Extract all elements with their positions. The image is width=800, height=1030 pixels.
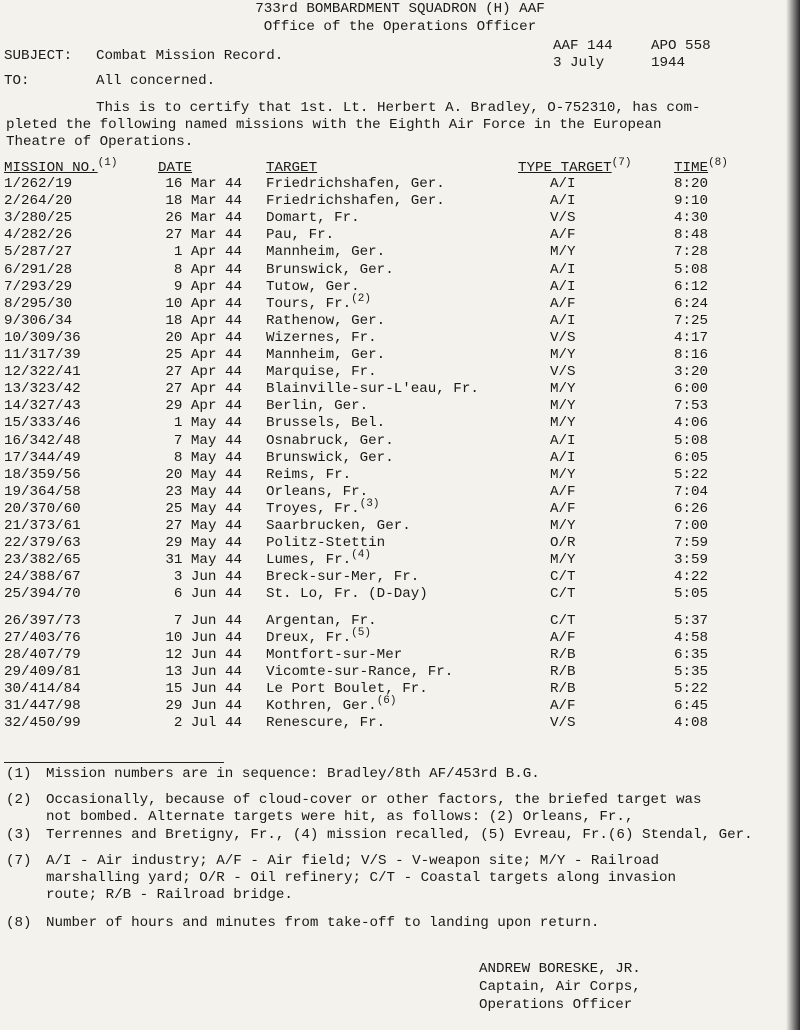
mission-cell: 12/322/41	[4, 364, 81, 381]
type-cell: R/B	[550, 646, 576, 663]
target-header: TARGET	[266, 160, 318, 176]
type-cell: O/R	[550, 535, 576, 552]
time-cell: 8:16	[674, 347, 709, 363]
apo-ref: APO 558	[651, 38, 711, 54]
mission-cell: 3/280/25	[4, 210, 73, 227]
date-cell: 25 Apr 44	[165, 347, 242, 363]
date-cell: 13 Jun 44	[165, 663, 242, 680]
date-cell: 12 Jun 44	[165, 646, 242, 663]
time-cell: 3:20	[674, 364, 709, 381]
type-cell: M/Y	[550, 347, 576, 363]
type-cell: V/S	[550, 210, 576, 227]
time-cell: 5:37	[674, 612, 709, 629]
date-cell: 9 Apr 44	[173, 278, 242, 295]
subject-label: SUBJECT:	[4, 48, 73, 64]
type-cell: M/Y	[550, 244, 576, 261]
date-cell: 18 Mar 44	[165, 193, 242, 210]
date-cell: 7 May 44	[173, 432, 242, 449]
type-cell: A/I	[550, 312, 576, 329]
type-cell: M/Y	[550, 381, 576, 398]
footnote-text: Terrennes and Bretigny, Fr., (4) mission recalled, (5) Evreau, Fr.(6) Stendal, Ger.	[46, 827, 753, 843]
footnote-marker: (3)	[359, 497, 380, 510]
to-label: TO:	[4, 73, 30, 89]
target-cell: Rathenow, Ger.	[266, 312, 386, 329]
date-cell: 2 Jul 44	[173, 715, 242, 732]
target-cell: Brussels, Bel.	[266, 415, 386, 432]
date-ref: 3 July	[553, 55, 605, 71]
date-cell: 20 Apr 44	[165, 329, 242, 346]
to-text: All concerned.	[96, 73, 216, 89]
date-cell: 8 May 44	[173, 449, 242, 466]
mission-cell: 17/344/49	[4, 449, 81, 466]
type-cell: R/B	[550, 663, 576, 680]
date-cell: 26 Mar 44	[165, 210, 242, 227]
mission-cell: 28/407/79	[4, 646, 81, 663]
mission-cell: 15/333/46	[4, 415, 81, 432]
mission-cell: 8/295/30	[4, 295, 73, 312]
time-cell: 6:00	[674, 381, 709, 398]
time-cell: 7:25	[674, 312, 709, 329]
date-header: DATE	[158, 160, 193, 176]
time-cell: 7:00	[674, 518, 709, 534]
date-cell: 20 May 44	[165, 466, 242, 483]
mission-cell: 24/388/67	[4, 569, 81, 586]
date-cell: 15 Jun 44	[165, 680, 242, 697]
footnote-text: Number of hours and minutes from take-off to landing upon return.	[46, 915, 600, 931]
target-cell: Vicomte-sur-Rance, Fr.	[266, 663, 454, 680]
footnote-number: (1)	[6, 766, 32, 782]
date-cell: 31 May 44	[165, 552, 242, 569]
time-cell: 4:22	[674, 569, 709, 586]
type-cell: C/T	[550, 612, 576, 629]
type-cell: A/F	[550, 698, 576, 714]
date-cell: 10 Apr 44	[165, 295, 242, 312]
time-cell: 5:35	[674, 663, 709, 680]
time-header: TIME$^{(8)}$	[674, 157, 728, 176]
target-cell: Blainville-sur-L'eau, Fr.	[266, 381, 479, 398]
mission-cell: 31/447/98	[4, 698, 81, 714]
date-cell: 8 Apr 44	[173, 261, 242, 278]
time-cell: 6:05	[674, 449, 709, 466]
target-cell: Osnabruck, Ger.	[266, 432, 394, 449]
target-cell: Breck-sur-Mer, Fr.	[266, 569, 420, 586]
target-cell: Pau, Fr.	[266, 227, 335, 244]
time-cell: 8:20	[674, 176, 709, 192]
type-header: TYPE TARGET$^{(7)}$	[518, 157, 632, 176]
date-cell: 29 Jun 44	[165, 698, 242, 714]
footnote-text: route; R/B - Railroad bridge.	[46, 887, 293, 903]
time-cell: 4:58	[674, 629, 709, 646]
type-cell: A/I	[550, 278, 576, 295]
time-cell: 5:05	[674, 586, 709, 603]
target-cell: Renescure, Fr.	[266, 715, 386, 732]
target-cell: Le Port Boulet, Fr.	[266, 680, 428, 697]
mission-header: MISSION NO.$^{(1)}$	[4, 157, 118, 176]
time-cell: 4:06	[674, 415, 709, 432]
footnote-text: A/I - Air industry; A/F - Air field; V/S - V-weapon site; M/Y - Railroad	[46, 853, 659, 869]
target-cell: Mannheim, Ger.	[266, 244, 386, 261]
type-cell: A/I	[550, 261, 576, 278]
time-cell: 6:12	[674, 278, 709, 295]
time-cell: 7:28	[674, 244, 709, 261]
mission-cell: 20/370/60	[4, 500, 81, 517]
time-cell: 7:53	[674, 398, 709, 415]
target-cell: Kothren, Ger.$^{(6)}$	[266, 695, 397, 714]
target-cell: Friedrichshafen, Ger.	[266, 193, 445, 210]
target-cell: Tours, Fr.$^{(2)}$	[266, 292, 371, 312]
time-cell: 6:35	[674, 646, 709, 663]
target-cell: Tutow, Ger.	[266, 278, 360, 295]
mission-cell: 5/287/27	[4, 244, 73, 261]
type-cell: V/S	[550, 364, 576, 381]
mission-cell: 30/414/84	[4, 680, 81, 697]
type-cell: M/Y	[550, 415, 576, 432]
mission-cell: 16/342/48	[4, 432, 81, 449]
date-cell: 10 Jun 44	[165, 629, 242, 646]
type-cell: A/F	[550, 629, 576, 646]
mission-cell: 14/327/43	[4, 398, 81, 415]
date-cell: 27 Apr 44	[165, 381, 242, 398]
footnote-text: Occasionally, because of cloud-cover or other factors, the briefed target was	[46, 792, 702, 808]
time-cell: 7:59	[674, 535, 709, 552]
date-cell: 1 May 44	[173, 415, 242, 432]
type-cell: C/T	[550, 569, 576, 586]
date-cell: 7 Jun 44	[173, 612, 242, 629]
target-cell: Wizernes, Fr.	[266, 329, 377, 346]
target-cell: Montfort-sur-Mer	[266, 646, 403, 663]
time-cell: 6:24	[674, 295, 709, 312]
signature-name: ANDREW BORESKE, JR.	[479, 961, 641, 977]
target-cell: St. Lo, Fr. (D-Day)	[266, 586, 428, 603]
type-cell: M/Y	[550, 466, 576, 483]
type-cell: A/I	[550, 176, 576, 192]
target-cell: Marquise, Fr.	[266, 364, 377, 381]
date-cell: 23 May 44	[165, 483, 242, 500]
time-cell: 4:30	[674, 210, 709, 227]
type-cell: A/I	[550, 193, 576, 210]
mission-cell: 29/409/81	[4, 663, 81, 680]
type-cell: A/I	[550, 432, 576, 449]
date-cell: 29 May 44	[165, 535, 242, 552]
footnote-number: (8)	[6, 915, 32, 931]
type-cell: A/I	[550, 449, 576, 466]
date-cell: 18 Apr 44	[165, 312, 242, 329]
signature-title: Operations Officer	[479, 997, 633, 1013]
mission-cell: 27/403/76	[4, 629, 81, 646]
time-cell: 5:08	[674, 261, 709, 278]
mission-cell: 9/306/34	[4, 312, 73, 329]
mission-cell: 11/317/39	[4, 347, 81, 363]
footnote-marker: (2)	[351, 292, 371, 305]
type-cell: M/Y	[550, 518, 576, 534]
intro-line: This is to certify that 1st. Lt. Herbert A. Bradley, O-752310, has com-	[96, 100, 701, 116]
date-cell: 29 Apr 44	[165, 398, 242, 415]
target-cell: Politz-Stettin	[266, 535, 386, 552]
target-cell: Reims, Fr.	[266, 466, 352, 483]
footnote-number: (7)	[6, 853, 32, 869]
type-cell: A/F	[550, 295, 576, 312]
target-cell: Dreux, Fr.$^{(5)}$	[266, 626, 371, 646]
target-cell: Argentan, Fr.	[266, 612, 377, 629]
mission-cell: 32/450/99	[4, 715, 81, 732]
target-cell: Berlin, Ger.	[266, 398, 369, 415]
type-cell: V/S	[550, 329, 576, 346]
type-cell: A/F	[550, 227, 576, 244]
target-cell: Troyes, Fr.$^{(3)}$	[266, 497, 380, 517]
footnote-text: Mission numbers are in sequence: Bradley/8th AF/453rd B.G.	[46, 766, 540, 782]
time-cell: 4:08	[674, 715, 709, 732]
time-cell: 6:45	[674, 698, 709, 714]
date-cell: 6 Jun 44	[173, 586, 242, 603]
date-cell: 27 Apr 44	[165, 364, 242, 381]
mission-cell: 2/264/20	[4, 193, 73, 210]
type-cell: A/F	[550, 500, 576, 517]
mission-cell: 13/323/42	[4, 381, 81, 398]
type-cell: M/Y	[550, 398, 576, 415]
target-cell: Lumes, Fr.$^{(4)}$	[266, 549, 371, 569]
mission-cell: 1/262/19	[4, 176, 73, 192]
mission-cell: 7/293/29	[4, 278, 73, 295]
footnote-number: (2)	[6, 792, 32, 808]
time-cell: 5:22	[674, 466, 709, 483]
footnote-rule	[4, 762, 224, 763]
time-cell: 9:10	[674, 193, 709, 210]
year-ref: 1944	[651, 55, 686, 71]
mission-cell: 21/373/61	[4, 518, 81, 534]
mission-cell: 25/394/70	[4, 586, 81, 603]
type-cell: A/F	[550, 483, 576, 500]
mission-cell: 6/291/28	[4, 261, 73, 278]
type-cell: V/S	[550, 715, 576, 732]
target-cell: Domart, Fr.	[266, 210, 360, 227]
office-heading: Office of the Operations Officer	[263, 19, 537, 35]
mission-cell: 4/282/26	[4, 227, 73, 244]
subject-text: Combat Mission Record.	[96, 48, 284, 64]
footnote-marker: (5)	[351, 626, 371, 639]
signature-rank: Captain, Air Corps,	[479, 979, 641, 995]
unit-heading: 733rd BOMBARDMENT SQUADRON (H) AAF	[255, 1, 545, 17]
time-cell: 5:22	[674, 680, 709, 697]
mission-cell: 23/382/65	[4, 552, 81, 569]
footnote-marker: (6)	[376, 695, 397, 707]
time-cell: 6:26	[674, 500, 709, 517]
type-cell: M/Y	[550, 552, 576, 569]
mission-cell: 10/309/36	[4, 329, 81, 346]
footnote-text: not bombed. Alternate targets were hit, as follows: (2) Orleans, Fr.,	[46, 809, 634, 825]
mission-cell: 19/364/58	[4, 483, 81, 500]
intro-line: Theatre of Operations.	[6, 134, 194, 150]
footnote-number: (3)	[6, 827, 32, 843]
date-cell: 27 May 44	[165, 518, 242, 534]
date-cell: 16 Mar 44	[165, 176, 242, 192]
date-cell: 25 May 44	[165, 500, 242, 517]
mission-cell: 26/397/73	[4, 612, 81, 629]
target-cell: Saarbrucken, Ger.	[266, 518, 411, 534]
type-cell: R/B	[550, 680, 576, 697]
time-cell: 8:48	[674, 227, 709, 244]
time-cell: 4:17	[674, 329, 709, 346]
intro-line: pleted the following named missions with the Eighth Air Force in the European	[6, 117, 662, 133]
target-cell: Friedrichshafen, Ger.	[266, 176, 445, 192]
mission-cell: 18/359/56	[4, 466, 81, 483]
type-cell: C/T	[550, 586, 576, 603]
target-cell: Mannheim, Ger.	[266, 347, 386, 363]
target-cell: Orleans, Fr.	[266, 483, 369, 500]
date-cell: 3 Jun 44	[173, 569, 242, 586]
footnote-text: marshalling yard; O/R - Oil refinery; C/T - Coastal targets along invasion	[46, 870, 677, 886]
time-cell: 3:59	[674, 552, 709, 569]
date-cell: 1 Apr 44	[173, 244, 242, 261]
time-cell: 5:08	[674, 432, 709, 449]
signature-block	[479, 960, 641, 1014]
date-cell: 27 Mar 44	[165, 227, 242, 244]
target-cell: Brunswick, Ger.	[266, 449, 394, 466]
footnote-marker: (4)	[351, 549, 371, 562]
mission-cell: 22/379/63	[4, 535, 81, 552]
aaf-ref: AAF 144	[553, 38, 613, 54]
target-cell: Brunswick, Ger.	[266, 261, 394, 278]
time-cell: 7:04	[674, 483, 709, 500]
